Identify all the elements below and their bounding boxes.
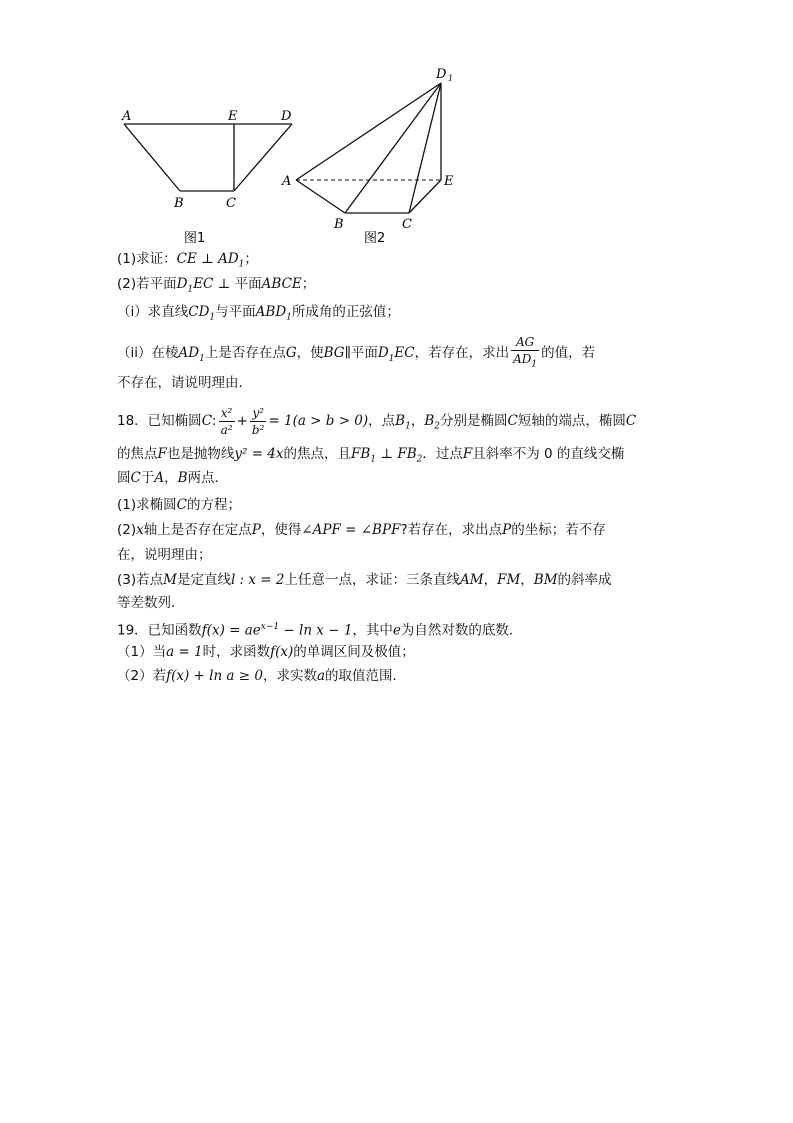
math: C — [201, 413, 213, 429]
text: 上任意一点，求证：三条直线 — [284, 572, 460, 588]
text: ，求实数 — [262, 668, 317, 684]
math: C — [625, 413, 637, 429]
text: 是定直线 — [176, 572, 231, 588]
math-sub: 1 — [405, 421, 411, 432]
math-sup: x−1 — [260, 622, 280, 632]
q17-part2-i — [117, 302, 400, 328]
text: 的焦点 — [117, 446, 158, 462]
math: D — [377, 345, 389, 362]
math: y² = 4x — [234, 446, 284, 462]
math: : — [212, 413, 217, 429]
math: e — [392, 622, 401, 639]
text: ， — [520, 572, 534, 588]
fraction-ag-ad1 — [511, 334, 539, 372]
math: P — [502, 522, 512, 538]
q17-part2 — [117, 274, 315, 300]
math: a = 1 — [166, 644, 203, 660]
math-sub: 1 — [388, 353, 395, 364]
text: 的单调区间及极值； — [293, 644, 415, 660]
math: B — [424, 413, 435, 429]
math: CE ⊥ AD — [176, 251, 239, 267]
text: 上是否存在点 — [204, 345, 286, 362]
math-sub: 1 — [286, 312, 292, 323]
text: ， — [410, 413, 425, 429]
fig2-label-b: B — [334, 217, 344, 232]
q18-part1 — [117, 495, 241, 515]
fraction-numerator: AG — [511, 334, 539, 351]
math: ABCE — [261, 276, 302, 292]
q18-part3 — [117, 570, 612, 590]
math: B — [177, 470, 188, 486]
text: (1)求证： — [117, 251, 177, 267]
math: B — [395, 413, 406, 429]
text: 于 — [140, 470, 155, 486]
math-sub: 2 — [416, 454, 423, 465]
text: 的方程； — [186, 497, 241, 513]
text: 短轴的端点，椭圆 — [517, 413, 626, 429]
math: C — [130, 470, 141, 486]
text: 19．已知函数 — [117, 622, 202, 639]
figure-1 — [121, 109, 292, 246]
math: f(x) + ln a ≥ 0 — [166, 668, 263, 684]
q18-part2-cont — [117, 545, 212, 565]
text: (3)若点 — [117, 572, 164, 588]
fig2-edge-d1c — [409, 83, 441, 213]
math: ⊥ FB — [376, 446, 417, 462]
text: 平面 — [350, 345, 378, 362]
text: ， — [483, 572, 498, 588]
math: FM — [497, 572, 521, 588]
text: ，使 — [296, 345, 324, 362]
fraction-numerator: x² — [219, 405, 235, 422]
text: （i）求直线 — [117, 304, 189, 320]
math: A — [154, 470, 165, 486]
text: 与平面 — [215, 304, 256, 320]
q18-line1 — [117, 404, 636, 444]
fig2-label-e: E — [444, 174, 454, 189]
text: 也是抛物线 — [166, 446, 235, 462]
text: 平面 — [234, 276, 262, 292]
math: M — [163, 572, 177, 588]
math: + — [236, 413, 248, 429]
math: F — [157, 446, 167, 462]
fig2-label-d1: D — [436, 67, 447, 82]
q19-part2 — [117, 666, 406, 686]
fig1-label-c: C — [226, 196, 236, 211]
fraction-denominator: b² — [251, 422, 265, 437]
fig2-edge-ce — [409, 180, 441, 213]
text: 的坐标；若不存 — [511, 522, 606, 538]
text: 不存在，请说明理由． — [117, 375, 252, 391]
q18-line3 — [117, 468, 228, 488]
text: 圆 — [117, 470, 131, 486]
math: AD — [178, 345, 200, 362]
math: D — [176, 276, 188, 292]
text: 时，求函数 — [202, 644, 271, 660]
math: EC ⊥ — [193, 276, 235, 292]
text: ； — [244, 251, 258, 267]
math: l : x = 2 — [230, 572, 285, 588]
math: f(x) = ae — [201, 622, 261, 639]
math-sub: 1 — [531, 359, 538, 370]
math: ABD — [255, 304, 287, 320]
math: P — [251, 522, 261, 538]
fig2-caption: 图2 — [364, 231, 386, 246]
fig1-label-d: D — [281, 109, 292, 124]
math: AM — [460, 572, 484, 588]
text: ．过点 — [422, 446, 463, 462]
math: CD — [188, 304, 210, 320]
fig2-label-c: C — [402, 217, 412, 232]
fig2-label-d1-sub: 1 — [448, 74, 454, 83]
math: G — [285, 345, 297, 362]
q18-part3-cont — [117, 593, 185, 613]
text: （2）若 — [117, 668, 167, 684]
text: (1)求椭圆 — [117, 497, 177, 513]
math-sub: 1 — [209, 312, 216, 323]
math-sub: 1 — [370, 454, 377, 465]
text: 为自然对数的底数． — [400, 622, 523, 639]
q17-part1 — [117, 249, 258, 275]
math: a — [316, 668, 326, 684]
fig2-edge-d1b — [345, 83, 441, 213]
math: C — [176, 497, 187, 513]
math: f(x) — [270, 644, 294, 660]
text: 等差数列． — [117, 595, 185, 611]
math: C — [507, 413, 518, 429]
fig1-edge-ab — [124, 124, 180, 191]
math: FB — [351, 446, 371, 462]
math: = 1(a > b > 0) — [268, 413, 369, 429]
math-sub: 1 — [238, 259, 245, 270]
math: BM — [533, 572, 558, 588]
fig1-label-e: E — [228, 109, 238, 124]
fig1-label-b: B — [174, 196, 184, 211]
geometry-figures — [112, 62, 472, 252]
fraction-denominator: a² — [220, 422, 233, 437]
text: 在，说明理由； — [117, 547, 212, 563]
math: − ln x − 1 — [279, 622, 353, 639]
math-sub: 2 — [434, 421, 440, 432]
q17-part2-ii — [117, 334, 595, 376]
text: ?若存在，求出点 — [400, 522, 503, 538]
fraction-x2-a2 — [219, 405, 235, 438]
math: x — [136, 522, 144, 538]
text: （ii）在棱 — [117, 345, 179, 362]
text: 的值，若 — [541, 345, 596, 362]
text: 两点． — [187, 470, 229, 486]
text: ，点 — [368, 413, 396, 429]
fraction-y2-b2 — [250, 405, 267, 438]
text: 的焦点，且 — [283, 446, 352, 462]
text: 且斜率不为 0 的直线交椭 — [472, 446, 625, 462]
text: 所成角的正弦值； — [291, 304, 400, 320]
text: ，其中 — [352, 622, 393, 639]
q17-part2-ii-cont — [117, 373, 252, 393]
text: ，使得 — [260, 522, 302, 538]
fraction-numerator: y² — [250, 405, 267, 422]
q18-line2 — [117, 444, 624, 470]
math: AD — [513, 352, 532, 366]
fraction-denominator — [511, 351, 539, 372]
text: (2)若平面 — [117, 276, 177, 292]
fig2-label-a: A — [282, 174, 292, 189]
text: 的斜率成 — [557, 572, 612, 588]
text: (2) — [117, 522, 137, 538]
figure-2 — [281, 67, 454, 246]
math-sub: 1 — [187, 284, 194, 295]
math: F — [462, 446, 473, 462]
text: （1）当 — [117, 644, 167, 660]
fig1-label-a: A — [122, 109, 132, 124]
text: 的取值范围． — [325, 668, 407, 684]
text: 轴上是否存在定点 — [143, 522, 252, 538]
text: 分别是椭圆 — [439, 413, 508, 429]
math: BG∥ — [323, 345, 351, 362]
q18-part2 — [117, 520, 606, 540]
math: ∠APF = ∠BPF — [301, 522, 401, 538]
math-sub: 1 — [199, 353, 205, 364]
q19-line1 — [117, 617, 522, 641]
fig1-caption: 图1 — [184, 231, 206, 246]
text: ； — [301, 276, 316, 292]
fig2-edge-d1a — [296, 83, 441, 180]
q19-part1 — [117, 642, 415, 662]
text: ， — [164, 470, 178, 486]
text: ，若存在，求出 — [414, 345, 510, 362]
math: EC — [394, 345, 415, 362]
figures — [112, 62, 472, 252]
text: 18．已知椭圆 — [117, 413, 202, 429]
fig2-edge-ab — [296, 180, 345, 213]
